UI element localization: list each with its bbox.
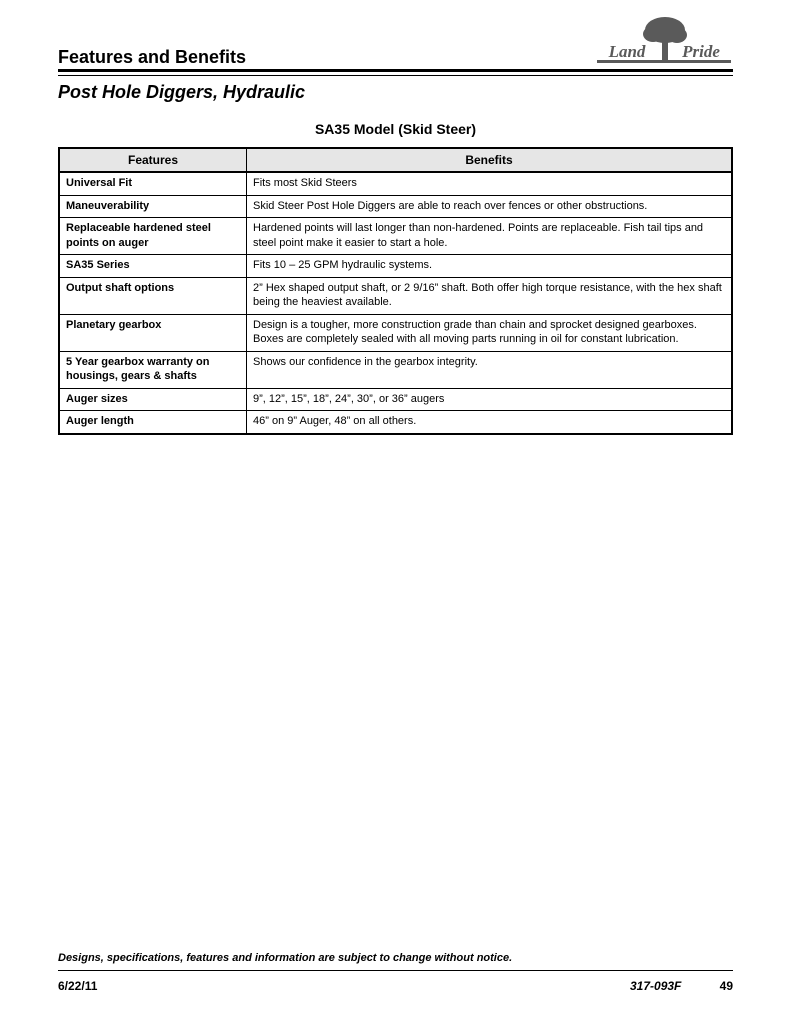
land-pride-logo (593, 16, 733, 72)
table-row (59, 195, 732, 218)
footer-page-number: 49 (719, 979, 733, 993)
table-row (59, 351, 732, 388)
table-row (59, 218, 732, 255)
feature-cell: Maneuverability (59, 195, 247, 218)
feature-cell: Planetary gearbox (59, 314, 247, 351)
benefit-cell: 2” Hex shaped output shaft, or 2 9/16” shaft. Both offer high torque resistance, with the hex shaft being the heaviest available. (247, 277, 733, 314)
table-row (59, 172, 732, 195)
feature-cell: Universal Fit (59, 172, 247, 195)
feature-cell: Output shaft options (59, 277, 247, 314)
section-title: Features and Benefits (58, 47, 247, 67)
column-header-features: Features (59, 148, 247, 172)
table-header-row (59, 148, 732, 172)
feature-cell: Replaceable hardened steel points on auger (59, 218, 247, 255)
benefit-cell: 46” on 9” Auger, 48” on all others. (247, 411, 733, 434)
table-row (59, 411, 732, 434)
header-rule-thin (58, 75, 733, 76)
benefit-cell: Design is a tougher, more construction grade than chain and sprocket designed gearboxes. Boxes are completely sealed with all moving parts running in oil for constant lubrication. (247, 314, 733, 351)
table-row (59, 314, 732, 351)
column-header-benefits: Benefits (247, 148, 733, 172)
table-row (59, 255, 732, 278)
table-row (59, 388, 732, 411)
svg-text:Land: Land (608, 42, 646, 61)
header-rule-thick (58, 69, 733, 72)
table-row (59, 277, 732, 314)
footer-doc-number: 317-093F (630, 979, 682, 993)
benefit-cell: 9”, 12”, 15”, 18”, 24”, 30”, or 36” augers (247, 388, 733, 411)
svg-text:Pride: Pride (682, 42, 720, 61)
feature-cell: SA35 Series (59, 255, 247, 278)
features-table (58, 147, 733, 435)
feature-cell: Auger sizes (59, 388, 247, 411)
feature-cell: 5 Year gearbox warranty on housings, gears & shafts (59, 351, 247, 388)
land-pride-logo-icon (593, 16, 733, 72)
benefit-cell: Skid Steer Post Hole Diggers are able to reach over fences or other obstructions. (247, 195, 733, 218)
benefit-cell: Shows our confidence in the gearbox integrity. (247, 351, 733, 388)
footer-notice: Designs, specifications, features and information are subject to change without notice. (58, 952, 513, 964)
benefit-cell: Fits most Skid Steers (247, 172, 733, 195)
feature-cell: Auger length (59, 411, 247, 434)
model-title: SA35 Model (Skid Steer) (314, 121, 477, 137)
page-subtitle: Post Hole Diggers, Hydraulic (58, 82, 306, 102)
benefit-cell: Fits 10 – 25 GPM hydraulic systems. (247, 255, 733, 278)
footer-date: 6/22/11 (58, 979, 98, 993)
footer-rule (58, 970, 733, 971)
benefit-cell: Hardened points will last longer than non-hardened. Points are replaceable. Fish tail tips and steel point make it easier to start a hole. (247, 218, 733, 255)
